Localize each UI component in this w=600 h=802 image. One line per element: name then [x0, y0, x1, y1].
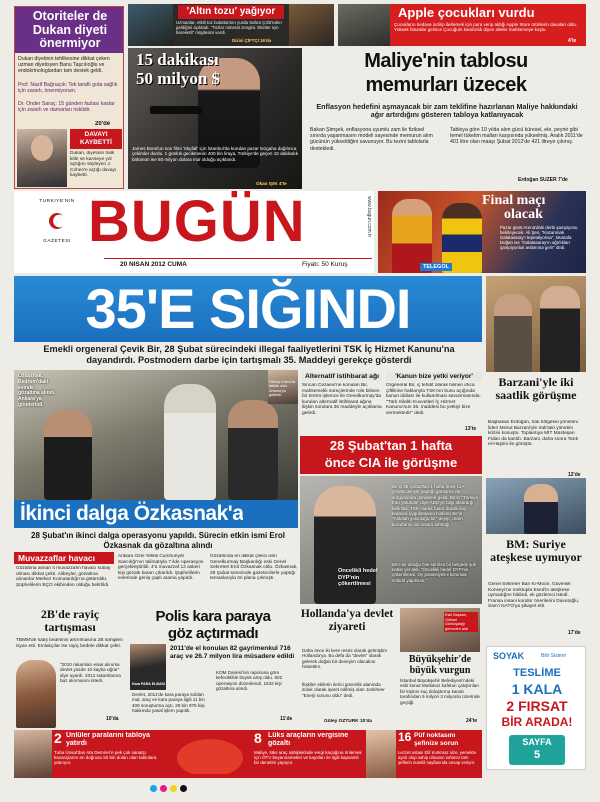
soyak-line-3: 2 FIRSAT [506, 698, 568, 714]
bottom-item-1-photo [14, 730, 52, 778]
final-body: Pazar günü Arena'daki derbi şampiyonu belirleyecek. Ali Şen, "Kazanmak Galatasaray'ı tepetalyonsa", Mustafa Doğan ise "Galatasaray'ın ağırlıkları şampiyonluk anlamına gelir" dedi. [500, 225, 578, 251]
bottom-item-3-title: Püf noktasını şefinize sorun [414, 732, 459, 747]
gozaltinda-body: Gözaltında en dikkat çekici isim Genelkurmay Başkanlığı eski Genel Sekreteri Erol Özkasnak oldu. Özkasnak, 28 Şubat sürecinde gazetecilerle yaptığı temaslarıyla ön plana çıkmıştı. [210, 554, 298, 582]
dukan-body: Dukan diyetinin tehlikesine dikkat çeken uzman diyetisyen Banu Taşcılıoğlu ve endokrinologlardan tam destek geldi. [18, 56, 110, 75]
dukan-headline: Otoriteler de Dukan diyeti önermiyor [15, 7, 124, 53]
bottom-item-2-photo [168, 734, 252, 774]
altin-tozu-body: Uzmanlar, etkili toz bulutlarının yurda Sahra Çölü'nden geldiğini açıkladı. "Tozlar mineral zengini. Ekinler için bereketli" müjdesini verdi. [176, 20, 282, 35]
bm-ref: 17'de [568, 630, 581, 636]
kocaeli-box [398, 608, 482, 728]
soyak-page-box [509, 735, 565, 765]
main-photo-caption: Özkasnak, Bedrum'daki evinde gözaltına alındı. Ankara'ya gönderildi. [18, 374, 56, 408]
dalga-deck: 28 Şubat'ın ikinci dalga operasyonu yapıldı. Sürecin etkin ismi Erol Özkasnak da gözaltına alındı [31, 531, 285, 550]
maliye-col-2: Tabloya göre 10 yılda alım gücü küresel, ele, peynir gibi temel tüketim malları karşısında yükselmiş. Aralık 2011'de 401 litre olan maaşı Şubat 2012'de 421 litreye çıkmış. [450, 127, 583, 146]
bm-photo [486, 478, 586, 534]
bond-body: James Bond'un son filmi 'Skyfall' için İstanbul'da kurulan pazar tezgaha dağılınca çekimler durdu. 1 günlük gecikmenin 400 bin liraya, Türkiye'de geçen 15 dakikalık bölümün ise 50 milyon dolara mal olduğu açıklandı. [132, 146, 298, 162]
alt-body: Sincan Cezaevi'ne konulan Bir, mahkemelik süreçlerinde rolü bilinen bir terörü işkence ile Genelkurmay'da kurulan alternatif istihbarat ağına ilişkin sorulara 35 maddeyle açıklama getirdi. [302, 383, 382, 416]
final-player-1 [392, 199, 432, 273]
rayic-body: TBMM'de satış bedelinin artırılmasına 2B sahipleri isyan etti. Emlakçılar ise rayiç bedele dikkat çekti. [16, 638, 123, 649]
havaci-body: Gözaltına alınan 4 muvazzafın havacı subay olması dikkat çekti. Alibeyler, gözaltına alınanlar Merkez Komutanlığı'na götürüldü. Şüphelilerin BÇG ekibinden olduğu belirtildi. [16, 566, 111, 588]
dukan-box [14, 6, 124, 189]
bottom-item-1-body: Tuba Ünsal'dan Ata Demirer'e pek çok sanatçı kazançlarını en doğrusu 50 bin doları olan tablolara yatırıyor. [54, 750, 157, 766]
maliye-headline-1: Maliye'nin tablosu [364, 50, 528, 72]
masthead-rule [104, 258, 372, 259]
dukan-page-ref: 20'de [95, 121, 111, 127]
polis-ref: 11'de [280, 716, 293, 722]
hollanda-byline: Güley ÖZTÜRK 10'da [324, 719, 373, 724]
havaci-title: Muvazzaflar havacı [14, 552, 114, 564]
rayic-box [14, 608, 126, 728]
final-box [378, 191, 586, 273]
cia-headline-2: önce CIA ile görüşme [324, 455, 458, 470]
hollanda-body: Daha önce iki kere resmi olarak gelmiştim Hollanda'ya. Bu defa da "devlet" olarak gelerek doğalı bir deneyim olacakını hissettim. [302, 648, 388, 670]
masthead-crescent-icon [47, 211, 67, 231]
maliye-col-1: Bakan Şimşek, enflasyona uyumlu zam ile fiziksel sınırda yaşanmasını modeli sayesinde memurun alım gücünün yükseldiğini savunuyor. Bu tezini tablolarla destekledi. [310, 127, 433, 152]
bottom-item-1-title: Ünlüler paralarını tabloya yatırdı [66, 732, 151, 747]
bm-figure [524, 484, 558, 534]
masthead-brand: BUGÜN [88, 191, 306, 254]
kocaeli-ref: 24'te [466, 718, 478, 724]
rayic-bullet: "2010 rakamları esas alınırsa devlet yüzde 10 kayba uğrar" diye uyardı. 2012 rakamlarına baz alınmasını istedi. [60, 662, 121, 684]
cevik-bir-photo [300, 476, 482, 604]
polis-headline-1: Polis kara paraya [155, 608, 271, 625]
main-photo-figure-1 [164, 384, 216, 500]
rayic-headline: 2B'de rayiç tartışması [40, 608, 100, 634]
hollanda-box [300, 608, 394, 728]
kocaeli-photo-label: Eski Başkan, Göksel Gümüşdağ'ı görevden aldı [444, 612, 478, 632]
final-logo: TELEGOL [420, 263, 452, 271]
soyak-page: SAYFA [522, 737, 552, 747]
bm-body: Genel Sekreter Ban Ki-Moon, Güvenlik Konseyi'ne mektupla Esed'in ateşkese uymadığını bildirdi, ek gözlemci istedi. Fransa insani koridor önerilerini Davutoğlu, Sam'i NATO'ya şikayet etti. [488, 582, 580, 610]
quote-caption: Öncelikli hedef DYP'nin çökertilmesi [338, 568, 378, 588]
dukan-quote-1: Prof. Nazif Bağrıaçık: Tek taraflı gıda sağlık için zararlı, önermiyorum. [18, 82, 118, 95]
main-photo-figure-2 [44, 410, 92, 500]
altin-tozu-box [128, 4, 334, 46]
masthead-price: Fiyatı: 50 Kuruş [302, 261, 348, 268]
rayic-ref: 10'da [106, 716, 119, 722]
cia-box [300, 436, 482, 474]
masthead-url: www.bugun.com.tr [366, 196, 372, 238]
masthead-seal-top: TÜRKİYE'NİN [39, 199, 75, 204]
barzani-headline: Barzani'yle iki saatlik görüşme [495, 376, 577, 402]
kocaeli-photo [400, 608, 480, 652]
final-headline-2: olacak [504, 207, 543, 222]
dalga-headline: İkinci dalga Özkasnak'a [20, 502, 244, 525]
bottom-item-2-num: 8 [254, 730, 262, 746]
main-photo [14, 370, 298, 500]
apple-headline: Apple çocukları vurdu [398, 6, 535, 20]
main-side-caption: Güney Kıbrıs'ta tatilde olan Ankara'ya getirildi. [269, 380, 296, 398]
final-headline-1: Final maçı [482, 193, 546, 208]
dukan-badge: DAVAYI KAYBETTİ [70, 129, 122, 149]
maliye-byline: Erdoğan SÜZER 7'de [518, 177, 568, 183]
cia-headline-1: 28 Şubat'tan 1 hafta [329, 438, 453, 453]
masthead-seal-bottom: GAZETESİ [43, 239, 71, 244]
apple-box [338, 4, 586, 46]
barzani-figure-2 [540, 286, 580, 372]
polis-col-1: Devlet, 2011'de kara paraya soldan mal, araç ve kara paraya ilgili 11 bin 408 soruşturma açtı. 29 bin 978 kişi hakkında yasal işlem yapıldı. [132, 692, 205, 714]
dukan-quote-2: Dr. Önder Saraç: 15 günden fazlası kaslar için zararlı ve damarları risklidir. [18, 101, 115, 114]
kanun-ref: 13'te [465, 426, 477, 432]
dukan-face [31, 135, 53, 161]
hollanda-headline: Hollanda'ya devlet ziyareti [300, 608, 394, 633]
apple-photo [338, 4, 390, 46]
altin-tozu-ref: Dizisi ÇİFTÇİ 16'da [232, 38, 272, 43]
bond-headline-2: 50 milyon $ [136, 69, 221, 88]
registration-dot-black [180, 785, 187, 792]
bond-ref: Okan IŞIK 4'te [256, 181, 287, 186]
barzani-ref: 12'de [568, 472, 581, 478]
polis-box [130, 608, 296, 728]
bottom-item-1-num: 2 [54, 730, 62, 746]
print-registration-marks [150, 784, 270, 794]
soyak-brand-sub: Bilir Sistem [541, 653, 567, 659]
polis-photo-label: Kara PARA ELBASI [132, 682, 165, 686]
masthead [14, 191, 374, 273]
bottom-item-3-num: 16 [398, 730, 412, 744]
soyak-line-2: 1 KALA [511, 681, 563, 697]
soyak-brand: SOYAK [493, 651, 525, 661]
registration-dot-cyan [150, 785, 157, 792]
bm-headline: BM: Suriye ateşkese uymuyor [490, 538, 582, 564]
dukan-photo [17, 129, 67, 187]
bottom-item-3-body: Lezzet ustası Elif Korkmaz size, yemekte ayrık olup sahip olmanın sırlarını tüm şeflerin sürekli sayfasında cevap veriyor. [398, 750, 477, 765]
main-headline: 35'E SIĞINDI [85, 278, 411, 340]
kocaeli-body: İstanbul Büyükşehir Belediyesi'ndeki eski konut Mutlukoz kafeları çalıştırılan bir kişinin suç dolaştırma kanalı tarafından 9 milyon 3 milyonlu üzerinde geçtiği. [400, 678, 480, 705]
main-deck: Emekli orgeneral Çevik Bir, 28 Şubat sürecindeki illegal faaliyetlerini TSK İç Hizmet Kanunu'na dayandırdı. Postmodern darbe için tartışmalı 35. Maddeyi gerekçe gösterdi [43, 344, 455, 365]
masthead-date: 20 NİSAN 2012 CUMA [120, 261, 187, 268]
main-photo-figure-3 [228, 400, 278, 500]
maliye-lede: Enflasyon hedefini aşmayacak bir zam teklifine hazırlanan Maliye hakkındaki ağır artırdığını gösteren tabloya katlanıyacak [316, 103, 578, 120]
barzani-figure-1 [494, 294, 532, 372]
apple-ref: 4'te [568, 38, 577, 44]
barzani-photo [486, 276, 586, 372]
bond-headline-1: 15 dakikası [136, 50, 219, 69]
bond-box [128, 48, 302, 189]
bottom-strip [14, 730, 482, 778]
main-headline-bar [14, 276, 482, 342]
alt-title: Alternatif istihbarat ağı [302, 372, 382, 381]
polis-col-2: KOM Dairesi'nin raporuna göre kefeciklikle büyük artış oldu. 602 operasyon düzenlendi, 1532 kişi gözaltına alındı. [216, 670, 283, 692]
soyak-line-1: TESLİME [513, 667, 561, 679]
soyak-ad [486, 646, 586, 770]
soyak-line-4: BİR ARADA! [501, 715, 573, 729]
dalga-bar [14, 500, 298, 528]
quote-body: Bir'e ait olduğu öne sürülen bir belgede şok notlar yer aldı. "Öncelikli hedef DYP'nin çökertilmesi. Oy potansiyelini korumak önlüdü yapılmalı." [392, 562, 477, 583]
registration-dot-yellow [170, 785, 177, 792]
polis-headline-2: göz açtırmadı [167, 625, 259, 642]
dukan-badge-text: Dukan, diyetinin halk kitle ve kanseye yol açtığını söyleyen J. Cohen'e açtığı davayı kaybetti. [70, 151, 117, 179]
altin-tozu-photo-left [128, 4, 173, 46]
soyak-page-num: 5 [533, 749, 541, 761]
altin-tozu-photo-right [289, 4, 334, 46]
rayic-photo [16, 660, 56, 728]
bottom-item-3-photo [366, 730, 396, 778]
bottom-item-2-body: Maliye, lüks araç sahiplerinde vergi kaçağına önlemek için ÖTV beyannameleri ve kayıtları ile ilgili kapsamlı bir denetim yapıyor. [254, 750, 362, 766]
bond-gun [150, 106, 202, 114]
masthead-seal [34, 199, 80, 251]
ankara-body: Ankara Özel Yetkili Cumhuriyet Savcılığı'nın talimatıyla 7 ilde operasyon gerçekleştirildi. 4'ü muvazzaf 12 askeri kişi gözaltı kararı çıkarıldı. Şüphelilerin evlerinde geniş çaplı arama yapıldı. [118, 554, 204, 582]
kocaeli-headline: Büyükşehir'de büyük vurgun [408, 654, 472, 676]
altin-tozu-headline: 'Altın tozu' yağıyor [178, 5, 284, 19]
cia-body: Bir'in 28 Şubat'tan 1 hafta önce CIA yöneticileriyle yaptığı görüşme de sorgusunda gündeme geldi. Bir'in "Türkiye İran yolunda" diye ABD'ye bilgi aktardığı belirtildi. TSK olarak hattü düzde ilaç tedavisi uygulatılanın bildiren Bir'in "Aslolan yolculuğu bir" deyip, dram kararlarını da onlara atfettiği. [392, 484, 479, 527]
kanun-body: Orgeneral Bir, iç tehdit olarak bilinen irtica çiftlikine haklarıyla TSK'nın bunu açığında kanun iddiası ile kullanılması savunmasında. "Türk Silahlı Kuvvetleri İç Hizmet Kanunu'nun 35. maddesi bu yetkiyi bize vermektedir" dedi. [386, 383, 481, 416]
barzani-body: Başbakan Erdoğan, Irak bölgesel yönetimi lideri Mesut Barzani'yle Irak'taki yönetim krizini konuştu. Toplantıya MİT Müsteşarı Fidan da katıldı. Barzani, daha sonra Tarık el-Haşimi ile görüştü. [488, 420, 579, 448]
bottom-item-2-title: Lüks araçların vergisine gözaltı [268, 732, 349, 747]
maliye-headline-2: memurları üzecek [365, 74, 527, 96]
main-side-photo [268, 370, 298, 404]
maliye-box [306, 48, 586, 189]
kanun-title: 'Kanun bize yetki veriyor' [386, 372, 482, 381]
polis-lede: 2011'de el konulan 82 gayrimenkul 716 araç ve 26.7 milyon lira müsadere edildi [170, 645, 295, 660]
apple-body: Çocukların bedava indirip ilerlemek için para verip aldığı Apple Store ürünlerin davaları oldu. Yüksek faturalar gelince Çocuğum kandırıldı diyen aileler mahkemeye koştu. [394, 22, 578, 33]
registration-dot-magenta [160, 785, 167, 792]
hollanda-bullet: İlişkiler ekilerin ilerici güvenlik alanında soluk olarak işaret edilmiş olan Jonkheer "Enerji sorunu oldu" dedi. [302, 682, 385, 698]
